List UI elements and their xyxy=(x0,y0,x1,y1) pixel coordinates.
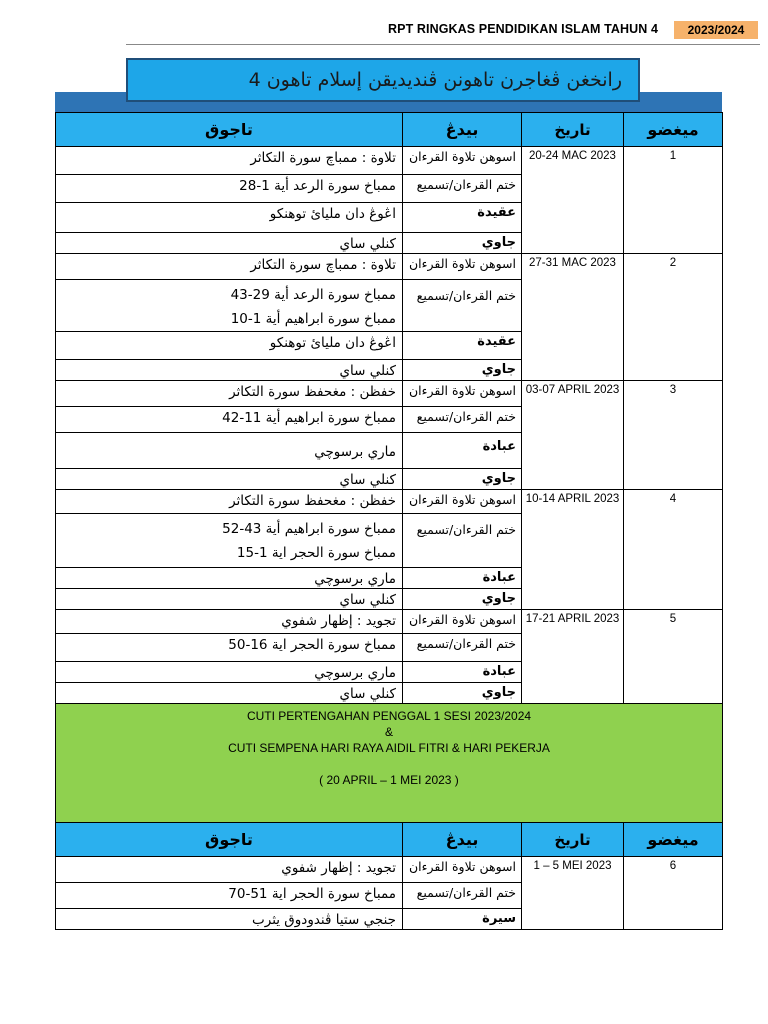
field-cell: عقيدة xyxy=(403,203,522,233)
header-week-cell xyxy=(624,823,723,857)
topic-cell xyxy=(56,280,403,332)
topic-cell: خفظن : مغحفظ سورة التكاثر xyxy=(56,490,403,514)
topic-cell: ممباخ سورة الحجر اية 51-70 xyxy=(56,883,403,909)
table-row xyxy=(56,147,723,175)
topic-cell: ممباخ سورة ابراهيم أية 11-42 xyxy=(56,407,403,433)
topic-cell: كنلي ساي xyxy=(56,233,403,254)
field-cell: عبادة xyxy=(403,433,522,469)
table-row xyxy=(56,254,723,280)
header-title-label: تاجوق xyxy=(205,830,253,849)
holiday-line-2: & xyxy=(384,725,393,739)
topic-cell: كنلي ساي xyxy=(56,683,403,704)
topic-line: ممباخ سورة الرعد أية 29-43 xyxy=(230,287,396,303)
topic-line: ممباخ سورة ابراهيم أية 43-52 xyxy=(222,521,396,537)
topic-cell: ماري برسوچي xyxy=(56,662,403,683)
header-week-cell xyxy=(624,113,723,147)
topic-cell: ماري برسوچي xyxy=(56,568,403,589)
topic-cell: تلاوة : ممباچ سورة التكاثر xyxy=(56,147,403,175)
table-row xyxy=(56,381,723,407)
table-header-row xyxy=(56,823,723,857)
topic-cell: خفظن : مغحفظ سورة التكاثر xyxy=(56,381,403,407)
header-field-label: بيدڠ xyxy=(445,120,479,139)
date-cell: 27-31 MAC 2023 xyxy=(522,254,624,381)
topic-cell: جنجي ستيا ڤندودوق يثرب xyxy=(56,909,403,930)
table-row xyxy=(56,857,723,883)
field-cell: ختم القرءان/تسميع xyxy=(403,407,522,433)
date-cell: 20-24 MAC 2023 xyxy=(522,147,624,254)
header-divider xyxy=(126,44,760,45)
topic-cell: اڠوڠ دان مليائ توهنكو xyxy=(56,203,403,233)
header-field-cell xyxy=(403,823,522,857)
topic-cell: تلاوة : ممباچ سورة التكاثر xyxy=(56,254,403,280)
week-cell: 2 xyxy=(624,254,723,381)
header-date-cell xyxy=(522,823,624,857)
table-row xyxy=(56,610,723,634)
document-year-badge: 2023/2024 xyxy=(674,21,758,39)
holiday-row xyxy=(56,704,723,828)
field-cell: اسوهن تلاوة القرءان xyxy=(403,254,522,280)
table-header-row xyxy=(56,113,723,147)
field-cell: سيرة xyxy=(403,909,522,930)
field-cell: ختم القرءان/تسميع xyxy=(403,634,522,662)
header-week-label: ميغضو xyxy=(647,830,699,849)
topic-line: ممباخ سورة الحجر اية 1-15 xyxy=(236,545,396,561)
week-cell: 1 xyxy=(624,147,723,254)
header-week-label: ميغضو xyxy=(647,120,699,139)
date-cell: 17-21 APRIL 2023 xyxy=(522,610,624,704)
field-cell: اسوهن تلاوة القرءان xyxy=(403,857,522,883)
header-title-label: تاجوق xyxy=(205,120,253,139)
header-field-label: بيدڠ xyxy=(445,830,479,849)
schedule-table xyxy=(55,112,723,828)
topic-cell: كنلي ساي xyxy=(56,589,403,610)
date-cell: 1 – 5 MEI 2023 xyxy=(522,857,624,930)
header-date-cell xyxy=(522,113,624,147)
topic-cell: كنلي ساي xyxy=(56,469,403,490)
header-field-cell xyxy=(403,113,522,147)
field-cell: ختم القرءان/تسميع xyxy=(403,514,522,568)
field-cell: ختم القرءان/تسميع xyxy=(403,280,522,332)
topic-cell: ماري برسوچي xyxy=(56,433,403,469)
week-cell: 3 xyxy=(624,381,723,490)
holiday-line-3: CUTI SEMPENA HARI RAYA AIDIL FITRI & HARI PEKERJA xyxy=(228,741,550,755)
holiday-line-1: CUTI PERTENGAHAN PENGGAL 1 SESI 2023/2024 xyxy=(246,709,532,723)
banner-title: رانخغن ڤغاجرن تاهونن ڤنديديقن إسلام تاهون 4 xyxy=(126,58,640,102)
holiday-cell xyxy=(56,704,723,828)
topic-cell: اڠوڠ دان مليائ توهنكو xyxy=(56,332,403,360)
field-cell: جاوي xyxy=(403,683,522,704)
topic-cell: ممباخ سورة الحجر اية 16-50 xyxy=(56,634,403,662)
field-cell: اسوهن تلاوة القرءان xyxy=(403,610,522,634)
topic-cell xyxy=(56,514,403,568)
field-cell: ختم القرءان/تسميع xyxy=(403,883,522,909)
week-cell: 5 xyxy=(624,610,723,704)
header-date-label: تاريخ xyxy=(554,831,591,849)
week-cell: 4 xyxy=(624,490,723,610)
topic-cell: كنلي ساي xyxy=(56,360,403,381)
field-cell: ختم القرءان/تسميع xyxy=(403,175,522,203)
header-date-label: تاريخ xyxy=(554,121,591,139)
topic-cell: تجويد : إظهار شفوي xyxy=(56,857,403,883)
topic-line: ممباخ سورة ابراهيم أية 1-10 xyxy=(230,311,396,327)
field-cell: جاوي xyxy=(403,469,522,490)
date-cell: 10-14 APRIL 2023 xyxy=(522,490,624,610)
document-header-title: RPT RINGKAS PENDIDIKAN ISLAM TAHUN 4 xyxy=(388,22,659,36)
topic-cell: ممباخ سورة الرعد أية 1-28 xyxy=(56,175,403,203)
field-cell: جاوي xyxy=(403,360,522,381)
field-cell: اسوهن تلاوة القرءان xyxy=(403,381,522,407)
field-cell: عقيدة xyxy=(403,332,522,360)
field-cell: اسوهن تلاوة القرءان xyxy=(403,490,522,514)
field-cell: عبادة xyxy=(403,662,522,683)
date-cell: 03-07 APRIL 2023 xyxy=(522,381,624,490)
field-cell: جاوي xyxy=(403,233,522,254)
holiday-line-4: ( 20 APRIL – 1 MEI 2023 ) xyxy=(319,773,459,787)
field-cell: اسوهن تلاوة القرءان xyxy=(403,147,522,175)
holiday-spacer xyxy=(56,756,722,772)
schedule-table-continued xyxy=(55,822,723,930)
field-cell: عبادة xyxy=(403,568,522,589)
field-cell: جاوي xyxy=(403,589,522,610)
week-cell: 6 xyxy=(624,857,723,930)
header-title-cell xyxy=(56,823,403,857)
topic-cell: تجويد : إظهار شفوي xyxy=(56,610,403,634)
header-title-cell xyxy=(56,113,403,147)
table-row xyxy=(56,490,723,514)
